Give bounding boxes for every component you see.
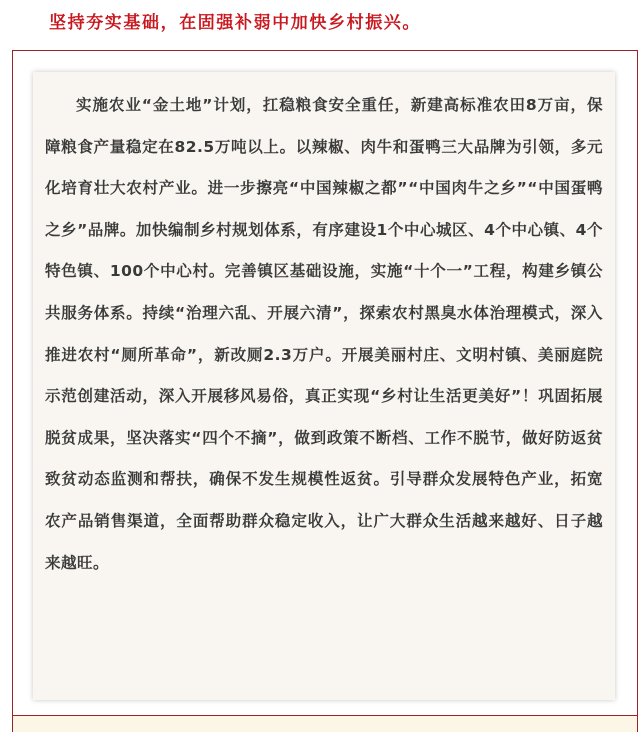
frame-footer-strip [12,716,638,732]
body-paragraph: 实施农业“金土地”计划，扛稳粮食安全重任，新建高标准农田8万亩，保障粮食产量稳定在82.5万吨以上。以辣椒、肉牛和蛋鸭三大品牌为引领，多元化培育壮大农村产业。进一步擦亮“中国辣椒之都”“中国肉牛之乡”“中国蛋鸭之乡”品牌。加快编制乡村规划体系，有序建设1个中心城区、4个中心镇、4个特色镇、100个中心村。完善镇区基础设施，实施“十个一”工程，构建乡镇公共服务体系。持续“治理六乱、开展六清”，探索农村黑臭水体治理模式，深入推进农村“厕所革命”，新改厕2.3万户。开展美丽村庄、文明村镇、美丽庭院示范创建活动，深入开展移风易俗，真正实现“乡村让生活更美好”！巩固拓展脱贫成果，坚决落实“四个不摘”，做到政策不断档、工作不脱节，做好防返贫致贫动态监测和帮扶，确保不发生规模性返贫。引导群众发展特色产业，拓宽农产品销售渠道，全面帮助群众稳定收入，让广大群众生活越来越好、日子越来越旺。 [45,96,603,572]
section-heading: 坚持夯实基础，在固强补弱中加快乡村振兴。 [49,13,421,33]
text-card [33,72,615,700]
